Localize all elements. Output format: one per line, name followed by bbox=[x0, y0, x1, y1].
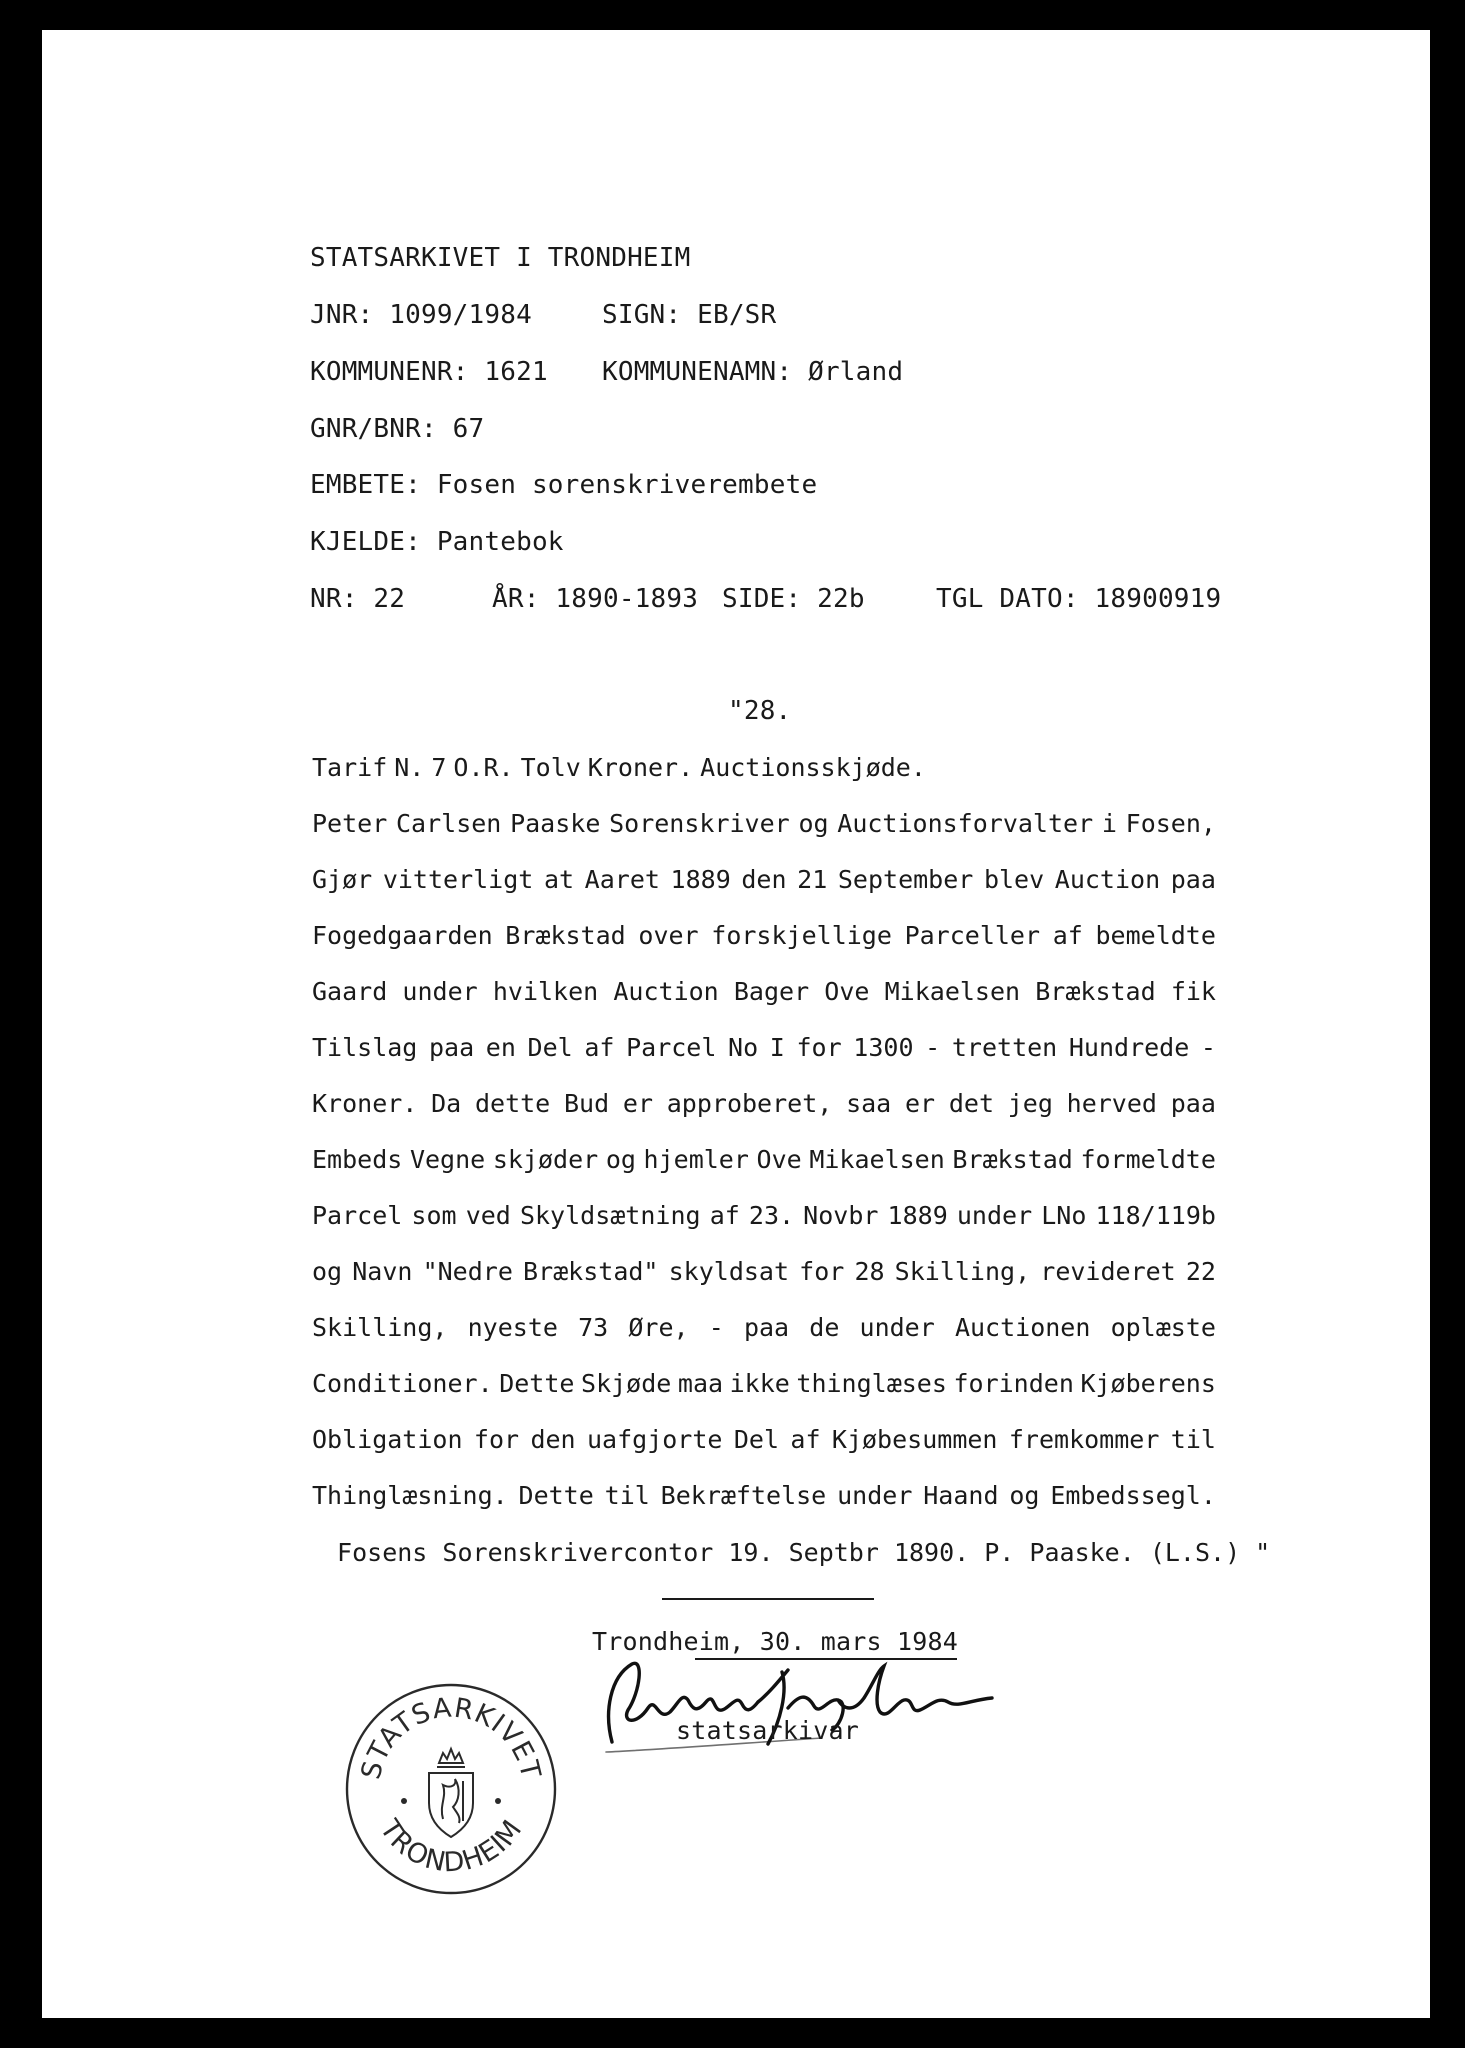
transcript-word: af bbox=[584, 1033, 615, 1062]
transcript-word: Sorenskriver bbox=[609, 809, 790, 838]
transcript-word: en bbox=[485, 1033, 516, 1062]
transcript-word: uafgjorte bbox=[587, 1425, 723, 1454]
transcript-word: under bbox=[956, 1201, 1033, 1230]
transcript-word: maa bbox=[677, 1369, 724, 1398]
transcript-word: - bbox=[1200, 1033, 1216, 1062]
transcript-line bbox=[312, 1425, 1216, 1455]
transcript-word: nyeste bbox=[467, 1313, 558, 1342]
transcript-line bbox=[312, 809, 1216, 839]
transcript-word: Parceller bbox=[904, 921, 1041, 950]
transcript-word: er bbox=[622, 1089, 653, 1118]
transcript-line bbox=[312, 1369, 1216, 1399]
transcript-word: "Nedre bbox=[422, 1257, 513, 1286]
transcript-word: Navn bbox=[352, 1257, 413, 1286]
transcript-word: som bbox=[411, 1201, 457, 1230]
stamp-top-text: STATSARKIVET bbox=[355, 1692, 547, 1783]
transcript-word: Embedssegl. bbox=[1050, 1481, 1216, 1510]
transcript-word: Parcel bbox=[312, 1201, 403, 1230]
signature-code: SIGN: EB/SR bbox=[602, 300, 777, 330]
transcript-word: over bbox=[638, 921, 699, 950]
source: KJELDE: Pantebok bbox=[310, 527, 564, 557]
transcript-line bbox=[312, 977, 1216, 1007]
transcript-line bbox=[312, 1145, 1216, 1175]
transcript-word: forskjellige bbox=[711, 921, 892, 950]
transcript-word: Kjøberens bbox=[1080, 1369, 1216, 1398]
transcript-word: er bbox=[904, 1089, 936, 1118]
transcript-word: ikke bbox=[729, 1369, 790, 1398]
transcript-word: 118/119b bbox=[1095, 1201, 1216, 1230]
transcript-word: og bbox=[312, 1257, 343, 1286]
transcript-line bbox=[312, 1257, 1216, 1287]
transcript-word: Mikaelsen bbox=[809, 1145, 945, 1174]
transcript-word: Vegne bbox=[409, 1145, 486, 1174]
archive-name: STATSARKIVET I TRONDHEIM bbox=[310, 243, 691, 273]
transcript-word: skjøder bbox=[492, 1145, 599, 1174]
transcript-word: og bbox=[605, 1145, 636, 1174]
transcript-word: No bbox=[728, 1033, 759, 1062]
transcript-word: det bbox=[948, 1089, 994, 1118]
farm-number: GNR/BNR: 67 bbox=[310, 414, 485, 444]
office: EMBETE: Fosen sorenskriverembete bbox=[310, 470, 818, 500]
transcript-word: under bbox=[837, 1481, 913, 1510]
transcript-word: September bbox=[837, 865, 974, 894]
transcript-word: LNo bbox=[1041, 1201, 1087, 1230]
volume-number: NR: 22 bbox=[310, 584, 406, 614]
transcript-word: formeldte bbox=[1080, 1145, 1216, 1174]
transcript-word: Skjøde bbox=[581, 1369, 672, 1398]
transcript-word: Dette bbox=[499, 1369, 575, 1398]
registration-date: TGL DATO: 18900919 bbox=[936, 584, 1222, 614]
transcript-word: Del bbox=[733, 1425, 780, 1454]
transcript-word: fremkommer bbox=[1008, 1425, 1160, 1454]
transcript-word: Del bbox=[527, 1033, 573, 1062]
transcript-word: Kroner. bbox=[587, 753, 694, 782]
transcript-line bbox=[312, 1201, 1216, 1231]
transcript-word: 1889 bbox=[887, 1201, 948, 1230]
transcript-word: Tilslag bbox=[312, 1033, 418, 1062]
transcript-word: dette bbox=[474, 1089, 551, 1118]
transcript-word: for bbox=[799, 1257, 845, 1286]
transcript-word: N. bbox=[394, 753, 425, 782]
transcript-word: blev bbox=[983, 865, 1045, 894]
transcript-word: Parcel bbox=[626, 1033, 717, 1062]
transcript-word: til bbox=[604, 1481, 650, 1510]
transcript-word: 23. bbox=[748, 1201, 795, 1230]
transcript-word: 1889 bbox=[670, 865, 731, 894]
transcript-word: til bbox=[1170, 1425, 1216, 1454]
transcript-word: Brækstad bbox=[505, 921, 626, 950]
svg-text:STATSARKIVET bbox=[356, 1693, 547, 1783]
transcript-word: for bbox=[473, 1425, 520, 1454]
transcript-word: Brækstad bbox=[1035, 977, 1156, 1006]
transcript-word: hjemler bbox=[643, 1145, 749, 1174]
transcript-word: Dette bbox=[518, 1481, 594, 1510]
page-number: SIDE: 22b bbox=[722, 584, 865, 614]
transcript-word: Skyldsætning bbox=[519, 1201, 701, 1230]
transcript-word: 1300 bbox=[853, 1033, 914, 1062]
transcript-line bbox=[312, 921, 1216, 951]
closing-line bbox=[322, 1538, 1271, 1568]
transcript-word: Paaske bbox=[510, 809, 601, 838]
transcript-word: revideret bbox=[1040, 1257, 1176, 1286]
transcript-word: paa bbox=[1170, 865, 1216, 894]
separator-rule bbox=[662, 1598, 874, 1600]
municipality-number: KOMMUNENR: 1621 bbox=[310, 357, 548, 387]
transcript-line bbox=[312, 1033, 1216, 1063]
transcript-word: - bbox=[708, 1313, 724, 1342]
transcript-word: Haand bbox=[923, 1481, 999, 1510]
transcript-word: skyldsat bbox=[668, 1257, 790, 1286]
transcript-word: paa bbox=[429, 1033, 475, 1062]
transcript-word: Skilling, bbox=[312, 1313, 448, 1342]
transcript-word: ved bbox=[465, 1201, 511, 1230]
transcript-word: I bbox=[769, 1033, 785, 1062]
transcript-word: approberet, bbox=[666, 1089, 833, 1118]
transcript-word: - bbox=[925, 1033, 941, 1062]
transcript-word: forinden bbox=[953, 1369, 1074, 1398]
transcript-word: oplæste bbox=[1110, 1313, 1216, 1342]
transcript-word: paa bbox=[743, 1313, 790, 1342]
transcript-word: vitterligt bbox=[382, 865, 534, 894]
transcript-word: og bbox=[798, 809, 829, 838]
transcript-word: og bbox=[1009, 1481, 1040, 1510]
transcript-word: Kroner. bbox=[312, 1089, 418, 1118]
transcript-word: 73 bbox=[578, 1313, 609, 1342]
transcript-word: Brækstad bbox=[952, 1145, 1073, 1174]
transcript-word: paa bbox=[1170, 1089, 1216, 1118]
transcript-word: Ove bbox=[756, 1145, 802, 1174]
archive-stamp bbox=[343, 1681, 559, 1897]
transcript-word: herved bbox=[1066, 1089, 1157, 1118]
transcript-word: Aaret bbox=[584, 865, 660, 894]
transcript-word: 21 bbox=[797, 865, 828, 894]
transcript-word: Bekræftelse bbox=[660, 1481, 827, 1510]
closing-text: Fosens Sorenskrivercontor 19. Septbr 1890. P. Paaske. (L.S.) " bbox=[322, 1538, 1271, 1567]
transcript-line bbox=[312, 753, 926, 783]
municipality-name: KOMMUNENAMN: Ørland bbox=[602, 357, 904, 387]
transcript-word: Auctionsskjøde. bbox=[700, 753, 926, 782]
transcript-word: jeg bbox=[1007, 1089, 1053, 1118]
transcript-word: Kjøbesummen bbox=[831, 1425, 998, 1454]
transcript-line bbox=[312, 1089, 1216, 1119]
transcript-word: af bbox=[709, 1201, 740, 1230]
transcript-word: Hundrede bbox=[1068, 1033, 1190, 1062]
transcript-word: Bager bbox=[733, 977, 810, 1006]
transcript-word: Embeds bbox=[312, 1145, 403, 1174]
transcript-word: Øre, bbox=[628, 1313, 689, 1342]
transcript-word: Novbr bbox=[803, 1201, 879, 1230]
transcript-word: Auctionsforvalter bbox=[837, 809, 1094, 838]
signatory-title: statsarkivar bbox=[676, 1716, 860, 1745]
transcript-word: under bbox=[402, 977, 478, 1006]
transcript-word: den bbox=[530, 1425, 576, 1454]
transcript-word: af bbox=[790, 1425, 821, 1454]
transcript-word: Tolv bbox=[520, 753, 581, 782]
transcript-word: i bbox=[1101, 809, 1117, 838]
stamp-bottom-text: TRONDHEIM bbox=[373, 1813, 529, 1879]
svg-text:TRONDHEIM bbox=[373, 1814, 529, 1879]
transcript-word: Thinglæsning. bbox=[312, 1481, 508, 1510]
coat-of-arms-icon bbox=[401, 1749, 501, 1837]
transcript-word: Fosen, bbox=[1125, 809, 1216, 838]
transcript-word: Bud bbox=[563, 1089, 610, 1118]
transcript-word: Auction bbox=[1054, 865, 1161, 894]
transcript-word: Skilling, bbox=[894, 1257, 1031, 1286]
transcript-word: Peter bbox=[312, 809, 388, 838]
transcript-word: thinglæses bbox=[796, 1369, 947, 1398]
transcript-word: Tarif bbox=[312, 753, 388, 782]
journal-number: JNR: 1099/1984 bbox=[310, 300, 532, 330]
transcript-word: Brækstad" bbox=[523, 1257, 659, 1286]
transcript-word: for bbox=[796, 1033, 842, 1062]
transcript-word: under bbox=[859, 1313, 935, 1342]
transcript-line bbox=[312, 1481, 1216, 1511]
place-and-date: Trondheim, 30. mars 1984 bbox=[592, 1627, 959, 1656]
transcript-word: hvilken bbox=[492, 977, 599, 1006]
transcript-word: fik bbox=[1170, 977, 1216, 1006]
transcript-word: Auctionen bbox=[954, 1313, 1091, 1342]
transcript-word: Mikaelsen bbox=[884, 977, 1021, 1006]
transcript-word: 22 bbox=[1185, 1257, 1216, 1286]
entry-number: "28. bbox=[728, 696, 792, 726]
transcript-word: den bbox=[741, 865, 787, 894]
transcript-line bbox=[312, 865, 1216, 895]
transcript-word: at bbox=[543, 865, 575, 894]
transcript-word: 28 bbox=[854, 1257, 885, 1286]
transcript-word: Gaard bbox=[312, 977, 388, 1006]
transcript-word: Da bbox=[431, 1089, 462, 1118]
transcript-word: O.R. bbox=[453, 753, 514, 782]
year-range: ÅR: 1890-1893 bbox=[492, 584, 699, 614]
transcript-word: saa bbox=[846, 1089, 892, 1118]
transcript-word: tretten bbox=[951, 1033, 1058, 1062]
transcript-word: 7 bbox=[431, 753, 447, 782]
transcript-word: bemeldte bbox=[1095, 921, 1216, 950]
transcript-word: Conditioner. bbox=[312, 1369, 493, 1398]
transcript-word: Ove bbox=[824, 977, 870, 1006]
transcript-word: Fogedgaarden bbox=[312, 921, 493, 950]
transcript-line bbox=[312, 1313, 1216, 1343]
transcript-word: de bbox=[809, 1313, 840, 1342]
transcript-word: Auction bbox=[613, 977, 719, 1006]
transcript-word: Carlsen bbox=[395, 809, 502, 838]
transcript-word: Obligation bbox=[312, 1425, 463, 1454]
transcript-word: af bbox=[1052, 921, 1083, 950]
transcript-word: Gjør bbox=[312, 865, 373, 894]
